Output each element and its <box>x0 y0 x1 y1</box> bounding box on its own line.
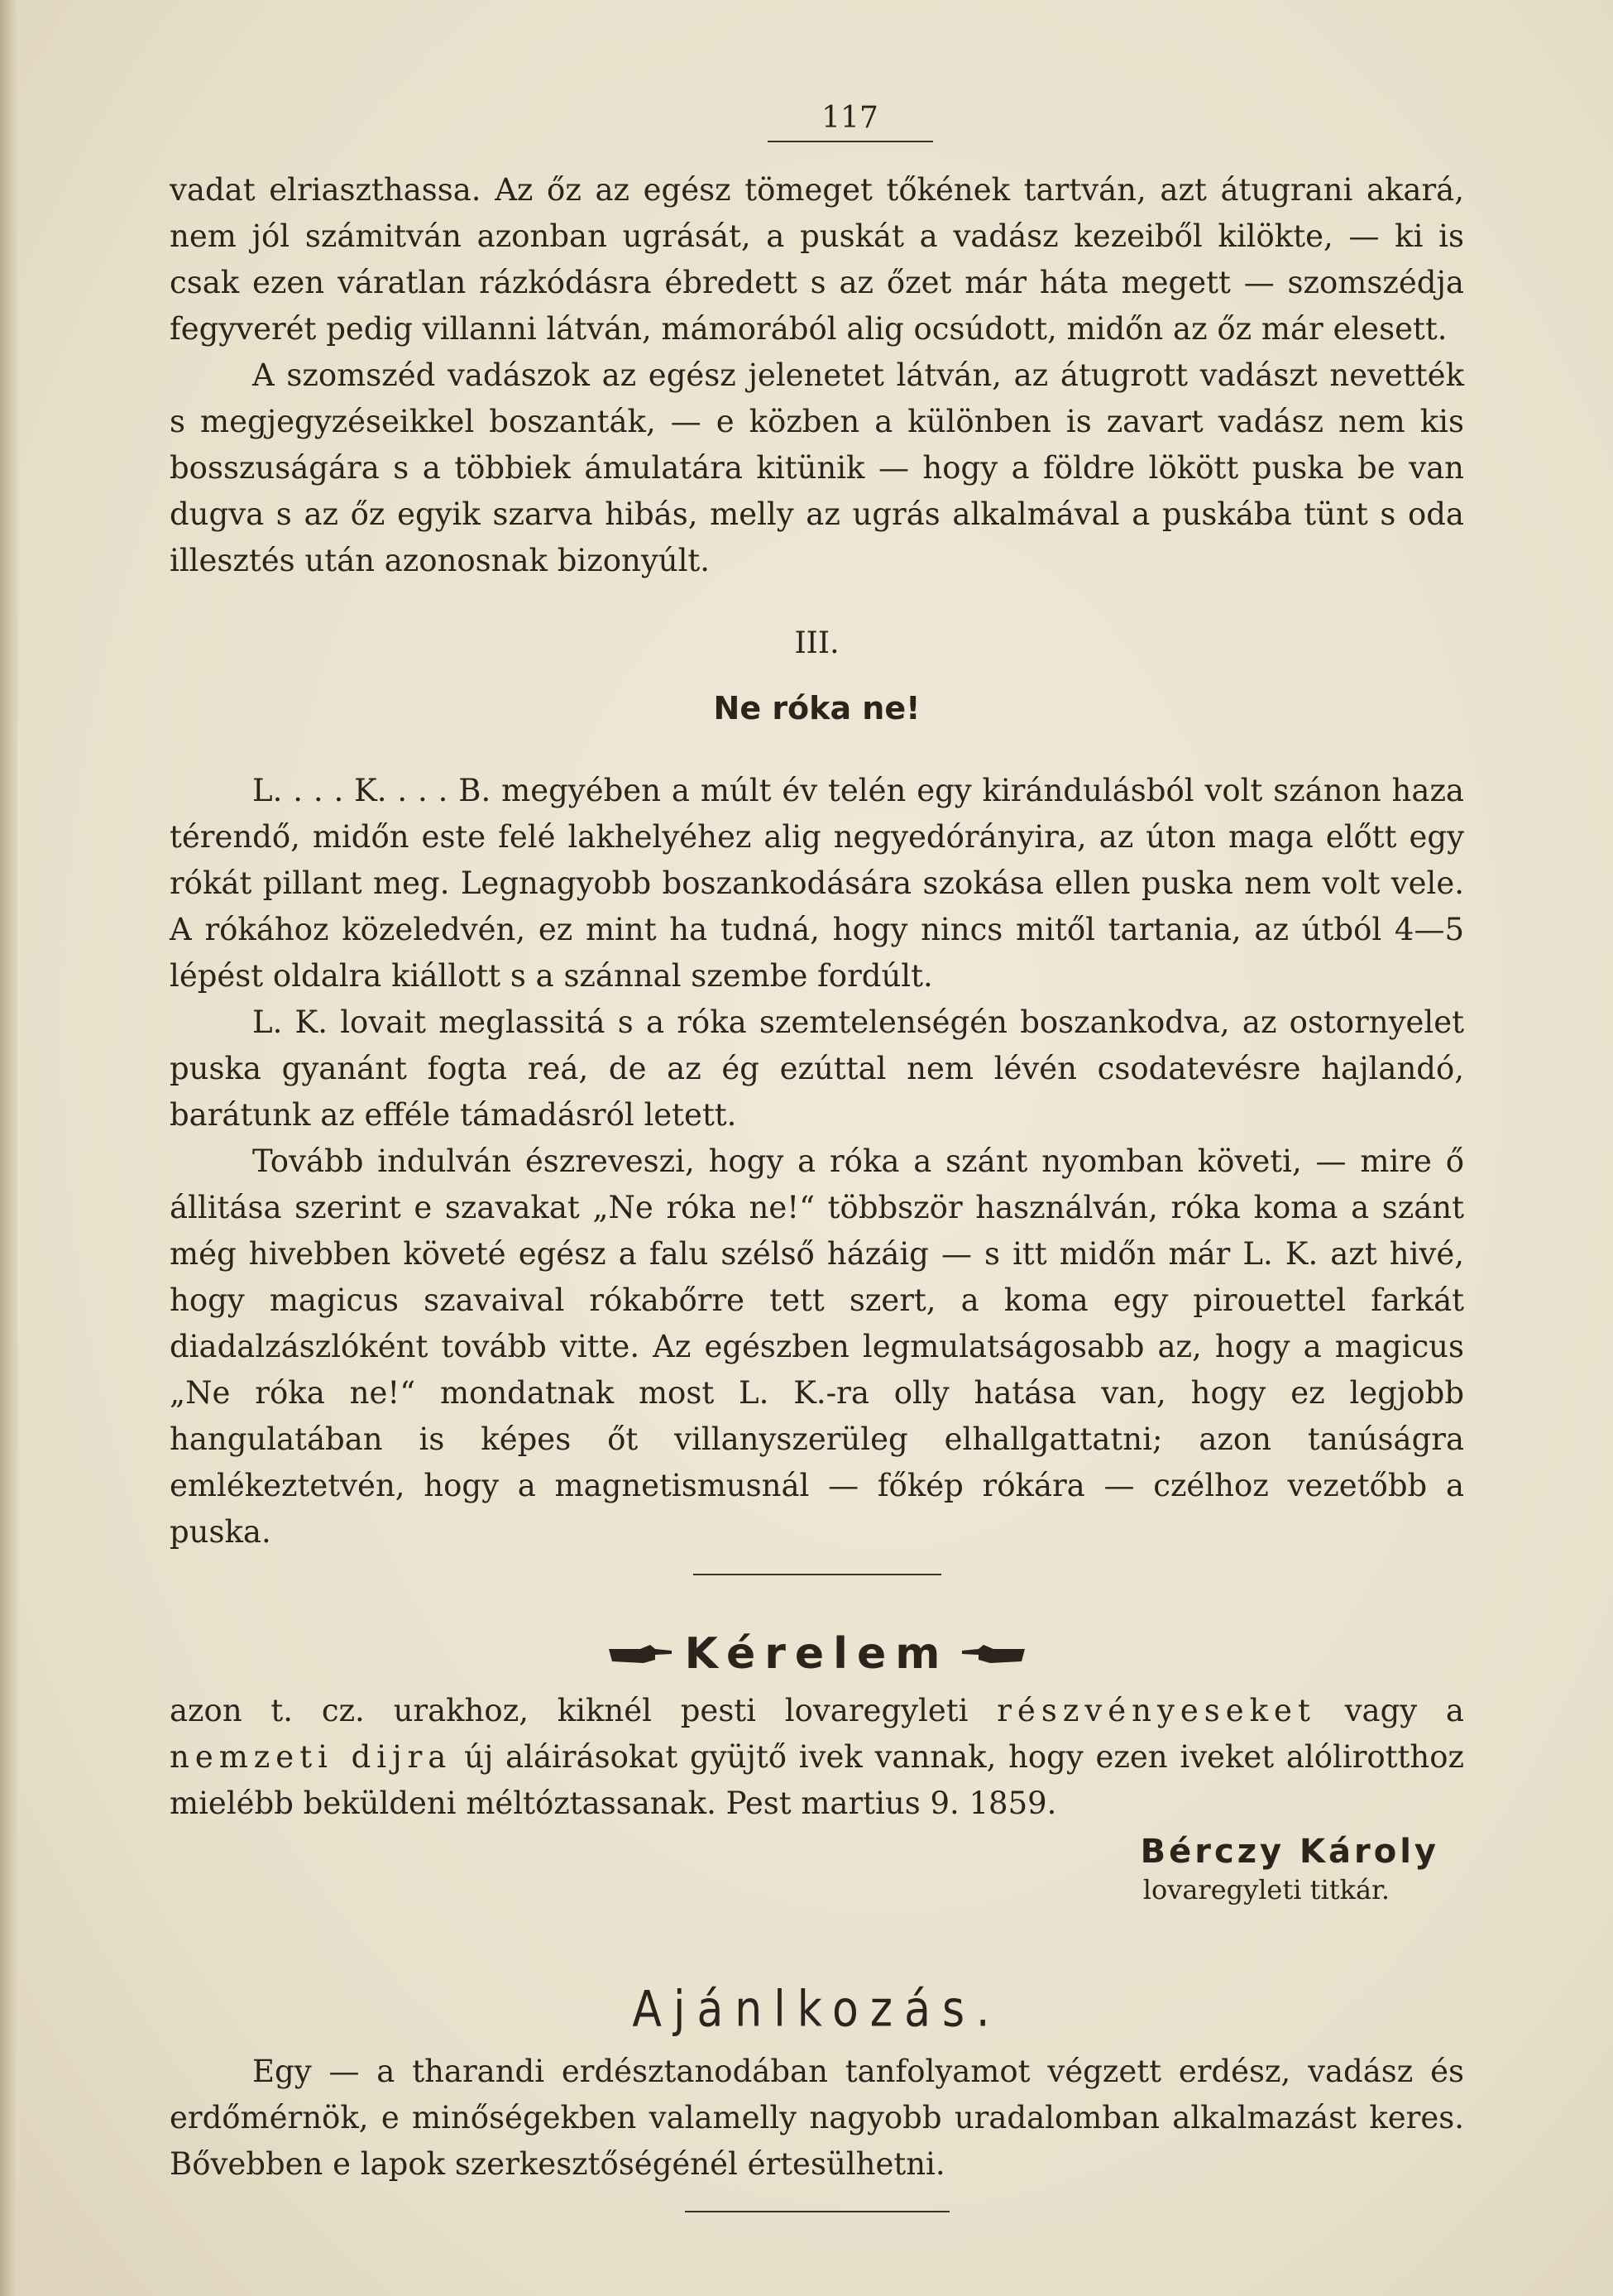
section-divider <box>693 1574 941 1575</box>
section-paragraph-3: Tovább indulván észreveszi, hogy a róka a szánt nyomban követi, — mire ő állitása szerint e szavakat „Ne róka ne!“ többször használván, róka koma a szánt még hivebben követé egész a falu szélső házáig — s itt midőn már L. K. azt hivé, hogy magicus szavaival rókabőrre tett szert, a koma egy pirouettel farkát diadalzászlóként tovább vitte. Az egészben legmulatságosabb az, hogy a magicus „Ne róka ne!“ mondatnak most L. K.-ra olly hatása van, hogy ez legjobb hangulatában is képes őt villanyszerüleg elhallgattatni; azon tanúságra emlékeztetvén, hogy a magnetismusnál — főkép rókára — czélhoz vezetőbb a puska. <box>170 1143 1464 1550</box>
offer-body: Egy — a tharandi erdésztanodában tanfolyamot végzett erdész, vadász és erdőmérnök, e minőségekben valamelly nagyobb uradalomban alkalmazást keres. Bővebben e lapok szerkesztőségénél értesülhetni. <box>170 2054 1464 2182</box>
notice-body <box>170 1688 1464 1827</box>
notice-title: Kérelem <box>684 1629 950 1679</box>
offer-title: Ajánlkozás. <box>632 1981 1002 2039</box>
notice-body-part-3: új aláirásokat gyüjtő ivek vannak, hogy ezen iveket alólirotthoz mielébb beküldeni méltóztassanak. Pest martius 9. 1859. <box>170 1739 1464 1821</box>
section-title: Ne róka ne! <box>713 690 921 726</box>
closing-rule <box>685 2211 950 2212</box>
header-rule <box>768 141 933 142</box>
signature-block <box>170 1830 1439 1906</box>
section-numeral: III. <box>794 626 840 660</box>
story-end-paragraph-2: A szomszéd vadászok az egész jelenetet látván, az átugrott vadászt nevették s megjegyzéseikkel boszanták, — e közben a különben is zavart vadász nem kis bosszuságára s a többiek ámulatára kitünik — hogy a földre lökött puska be van dugva s az őz egyik szarva hibás, melly az ugrás alkalmával a puskába tünt s oda illesztés után azonosnak bizonyúlt. <box>170 357 1464 578</box>
notice-body-emphasis-2: nemzeti dijra <box>170 1739 452 1775</box>
notice-heading <box>170 1625 1464 1683</box>
pointing-hand-left-icon <box>960 1642 1027 1666</box>
notice-body-emphasis-1: részvényeseket <box>997 1693 1316 1728</box>
binding-gutter <box>0 0 18 2296</box>
signature-role: lovaregyleti titkár. <box>1142 1874 1390 1905</box>
page-content <box>170 99 1464 2212</box>
notice-body-part-2: vagy a <box>1315 1693 1464 1728</box>
notice-body-part-1: azon t. cz. urakhoz, kiknél pesti lovaregyleti <box>170 1693 998 1728</box>
story-end-paragraph-1: vadat elriaszthassa. Az őz az egész tömeget tőkének tartván, azt átugrani akará, nem jól számitván azonban ugrását, a puskát a vadász kezeiből kilökte, — ki is csak ezen váratlan rázkódásra ébredett s az őzet már háta megett — szomszédja fegyverét pedig villanni látván, mámorából alig ocsúdott, midőn az őz már elesett. <box>170 172 1464 347</box>
section-paragraph-1: L. . . . K. . . . B. megyében a múlt év telén egy kirándulásból volt szánon haza térendő, midőn este felé lakhelyéhez alig negyedórányira, az úton maga előtt egy rókát pillant meg. Legnagyobb boszankodására szokása ellen puska nem volt vele. A rókához közeledvén, ez mint ha tudná, hogy nincs mitől tartania, az útból 4—5 lépést oldalra kiállott s a szánnal szembe fordúlt. <box>170 773 1464 994</box>
section-paragraph-2: L. K. lovait meglassitá s a róka szemtelenségén boszankodva, az ostornyelet puska gyanánt fogta reá, de az ég ezúttal nem lévén csodatevésre hajlandó, barátunk az efféle támadásról letett. <box>170 1004 1464 1133</box>
signature-name: Bérczy Károly <box>1140 1833 1439 1871</box>
page-number: 117 <box>821 101 878 135</box>
pointing-hand-right-icon <box>607 1642 673 1666</box>
